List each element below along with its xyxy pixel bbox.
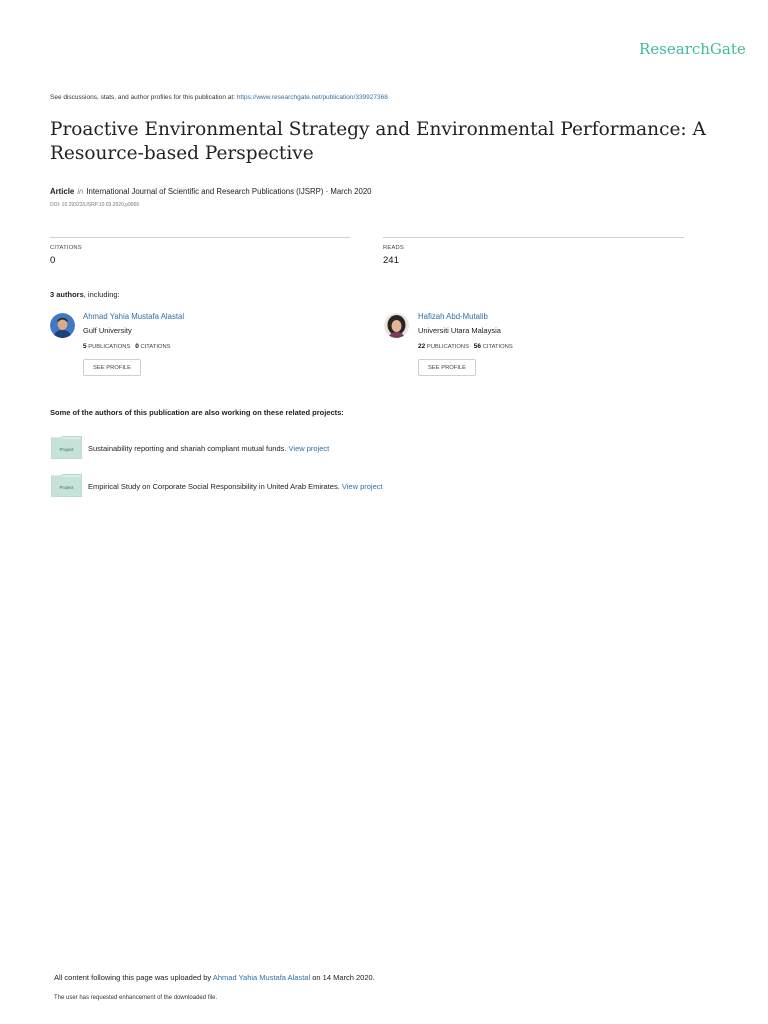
- publication-meta: [50, 187, 372, 196]
- discussion-line: [50, 94, 388, 101]
- project-icon-label: Project: [59, 485, 74, 490]
- publication-title: Proactive Environmental Strategy and Environmental Performance: A Resource-based Perspective: [50, 119, 706, 164]
- reads-divider: [383, 237, 684, 238]
- author-affiliation: Universiti Utara Malaysia: [418, 326, 501, 335]
- uploader-link[interactable]: Ahmad Yahia Mustafa Alastal: [212, 973, 311, 982]
- author-name-link[interactable]: Hafizah Abd-Mutalib: [418, 312, 488, 321]
- view-project-link[interactable]: View project: [288, 444, 330, 453]
- author-citations-count: 0: [135, 343, 139, 350]
- authors-suffix: , including:: [83, 290, 120, 299]
- author-stats: [418, 343, 513, 350]
- citations-value: 0: [50, 255, 56, 266]
- publication-url-link[interactable]: https://www.researchgate.net/publication/339927368: [236, 94, 388, 101]
- publication-type: Article: [50, 187, 75, 196]
- author-publications-count: 5: [83, 343, 87, 350]
- authors-heading: [50, 290, 120, 299]
- author-affiliation: Gulf University: [83, 326, 132, 335]
- researchgate-logo[interactable]: ResearchGate: [639, 40, 746, 58]
- project-folder-icon: [51, 436, 82, 459]
- publication-venue: International Journal of Scientific and Research Publications (IJSRP) · March 2020: [86, 187, 372, 196]
- related-projects-heading: Some of the authors of this publication are also working on these related projects:: [50, 408, 344, 417]
- citations-label: CITATIONS: [50, 245, 82, 251]
- publication-doi: DOI: 10.29322/IJSRP.10.03.2020.p9966: [50, 202, 140, 208]
- project-description: Sustainability reporting and shariah compliant mutual funds.: [88, 444, 287, 453]
- reads-value: 241: [383, 255, 399, 266]
- authors-count: 3 authors: [50, 290, 84, 299]
- project-item: [88, 444, 329, 453]
- reads-label: READS: [383, 245, 404, 251]
- author-name-link[interactable]: Ahmad Yahia Mustafa Alastal: [83, 312, 185, 321]
- see-profile-button[interactable]: SEE PROFILE: [418, 359, 476, 376]
- author-citations-label: CITATIONS: [482, 344, 513, 350]
- author-avatar[interactable]: [384, 313, 409, 338]
- author-citations-label: CITATIONS: [140, 344, 171, 350]
- author-publications-count: 22: [418, 343, 426, 350]
- project-description: Empirical Study on Corporate Social Responsibility in United Arab Emirates.: [88, 482, 340, 491]
- publication-in: in: [77, 187, 84, 196]
- author-photo-icon: [384, 313, 409, 338]
- author-publications-label: PUBLICATIONS: [88, 344, 131, 350]
- upload-prefix: All content following this page was uploaded by: [54, 973, 212, 982]
- citations-divider: [50, 237, 350, 238]
- project-folder-icon: [51, 474, 82, 497]
- author-photo-icon: [50, 313, 75, 338]
- discussion-prefix: See discussions, stats, and author profiles for this publication at:: [50, 94, 235, 101]
- author-citations-count: 56: [473, 343, 482, 350]
- see-profile-button[interactable]: SEE PROFILE: [83, 359, 141, 376]
- upload-note: [54, 973, 375, 982]
- upload-suffix: on 14 March 2020.: [312, 973, 375, 982]
- view-project-link[interactable]: View project: [341, 482, 383, 491]
- author-avatar[interactable]: [50, 313, 75, 338]
- project-item: [88, 482, 383, 491]
- enhancement-note: The user has requested enhancement of the downloaded file.: [54, 995, 218, 1001]
- project-icon-label: Project: [59, 447, 74, 452]
- author-stats: [83, 343, 171, 350]
- author-publications-label: PUBLICATIONS: [426, 344, 469, 350]
